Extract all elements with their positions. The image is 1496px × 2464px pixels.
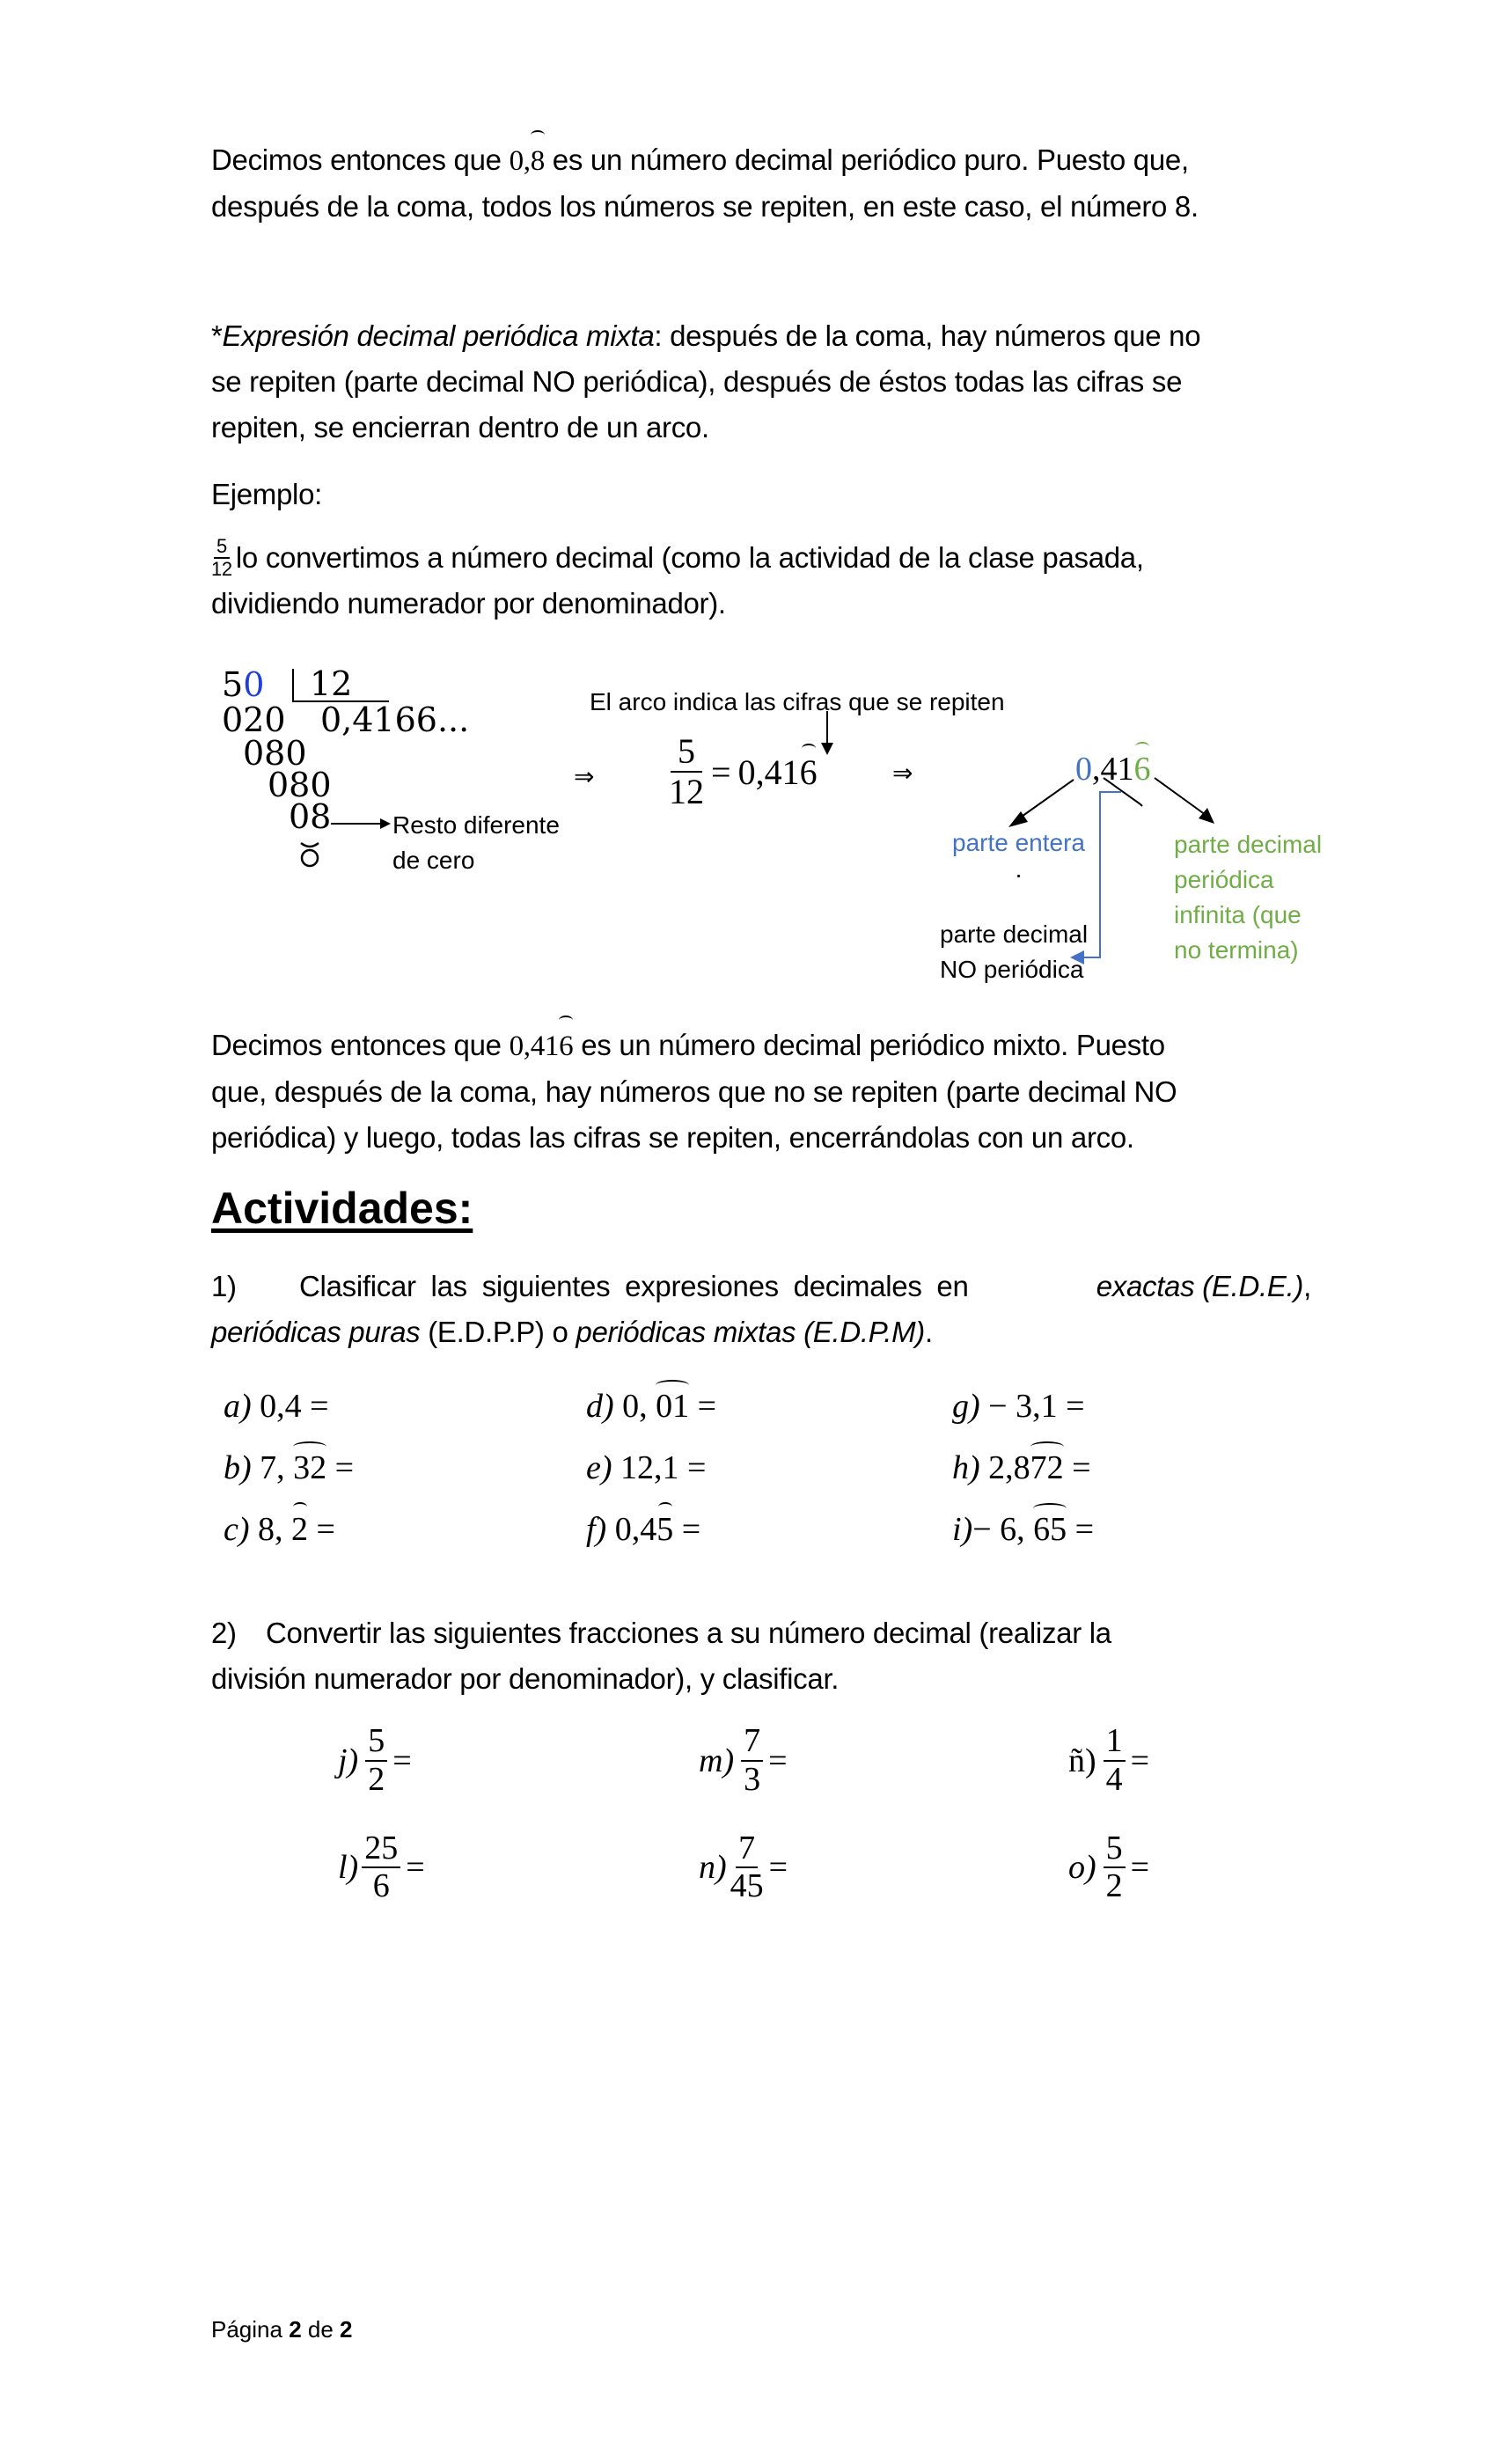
crossed-eight-icon (299, 841, 320, 868)
exercise-o: o) $\frac{5}{2}$ = (1068, 1829, 1150, 1905)
periodic-part: 6 (1133, 751, 1151, 788)
intro-paragraph (211, 137, 1311, 230)
exercise-h: h) 2,872 = (952, 1449, 1091, 1486)
exercise-d: d) 0, 01 = (586, 1388, 717, 1425)
divisor: 12 (292, 669, 389, 702)
equation: $\frac{5}{12}$ = 0,41 6 (669, 731, 818, 811)
exercise-a: a) 0,4 = (224, 1388, 329, 1425)
dividend: 50 (222, 665, 265, 704)
integer-part-label: parte entera . (952, 829, 1085, 883)
exercise-i: i)− 6, 65 = (952, 1511, 1095, 1548)
exercise-m: m) $\frac{7}{3}$ = (699, 1722, 788, 1798)
exercise-n: n) $\frac{7}{45}$ = (699, 1829, 788, 1905)
remainder-arrow-icon (331, 817, 392, 831)
q2-exercises (338, 1723, 1306, 1905)
exercise-b: b) 7, 32 = (224, 1449, 355, 1486)
example-text: $\frac{5}{12}$ lo convertimos a número decimal (como la actividad de la clase pasada, dividiendo numerador por denominador). (211, 534, 1144, 620)
quotient: 0,4166... (320, 700, 470, 739)
intro-line-1: Decimos entonces que 0,8 es un número decimal periódico puro. Puesto que, (211, 137, 1311, 184)
arc-note: El arco indica las cifras que se repiten (590, 688, 1005, 715)
example-label: Ejemplo: (211, 478, 322, 510)
exercise-enie: ñ) $\frac{1}{4}$ = (1068, 1722, 1150, 1798)
implies-arrow-1: ⇒ (574, 763, 595, 790)
conclusion-paragraph: Decimos entonces que 0,416 es un número decimal periódico mixto. Puesto que, después de la coma, hay números que no se repiten (parte decimal NO periódica) y luego, todas las cifras se repiten, encerrándolas con un arco. (211, 1023, 1311, 1161)
q1-exercises (224, 1387, 1236, 1549)
definition-term: Expresión decimal periódica mixta (222, 319, 655, 352)
implies-arrow-2: ⇒ (892, 759, 913, 787)
exercise-j: j) $\frac{5}{2}$ = (338, 1722, 412, 1798)
total-pages: 2 (340, 2316, 353, 2343)
activities-heading: Actividades: (211, 1184, 473, 1233)
exercise-l: l) $\frac{25}{6}$ = (338, 1829, 425, 1905)
integer-part: 0 (1075, 751, 1092, 788)
nonperiodic-part: ,41 (1092, 751, 1134, 788)
periodic-label: parte decimal periódica infinita (que no termina) (1174, 831, 1323, 964)
mixed-definition: *Expresión decimal periódica mixta: después de la coma, hay números que no se repiten (parte decimal NO periódica), después de éstos todas las cifras se repiten, se encierran dentro de un arco. (211, 319, 1201, 444)
exercise-g: g) − 3,1 = (952, 1388, 1085, 1425)
example-fraction: $\frac{5}{12}$ (211, 534, 232, 580)
page-footer: Página 2 de 2 (211, 2316, 353, 2343)
remainder-note: Resto diferente de cero (392, 811, 560, 874)
exercise-c: c) 8, 2 = (224, 1511, 335, 1548)
question-2: 2) Convertir las siguientes fracciones a su número decimal (realizar la división numerador por denominador), y clasificar. (211, 1617, 1111, 1695)
question-1: 1) Clasificar las siguientes expresiones decimales en exactas (E.D.E.), periódicas puras (E.D.P.P) o periódicas mixtas (E.D.P.M). (211, 1270, 1311, 1348)
pure-periodic-example: 0,8 (510, 145, 545, 177)
nonperiodic-label: parte decimal NO periódica (940, 920, 1089, 983)
arc-note-arrow-icon (818, 711, 836, 757)
exercise-e: e) 12,1 = (586, 1449, 707, 1486)
exercise-f: f) 0,45 = (586, 1511, 701, 1548)
current-page: 2 (289, 2316, 302, 2343)
intro-line-2: después de la coma, todos los números se repiten, en este caso, el número 8. (211, 190, 1199, 223)
